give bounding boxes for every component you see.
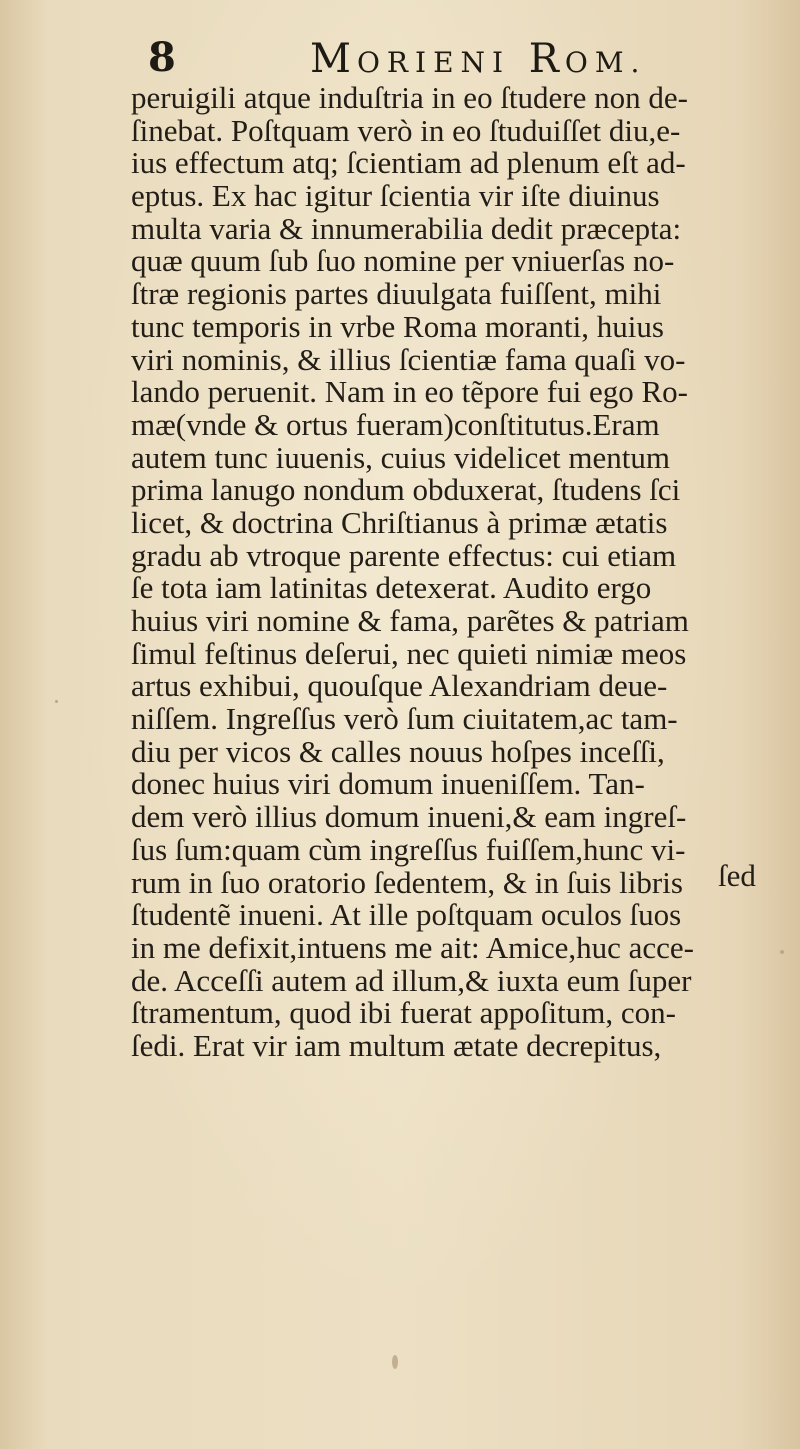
text-line: diu per vicos & calles nouus hoſpes inceſſi, [131, 733, 665, 769]
running-head-initial: M [310, 36, 357, 82]
text-line: in me defixit,intuens me ait: Amice,huc acce- [131, 929, 694, 965]
paper-stain [55, 700, 58, 703]
text-line: autem tunc iuuenis, cuius videlicet mentum [131, 439, 670, 475]
text-line: dem verò illius domum inueni,& eam ingreſ- [131, 799, 687, 835]
text-line: licet, & doctrina Chriſtianus à primæ ætatis [131, 504, 668, 540]
text-line: mæ(vnde & ortus fueram)conſtitutus.Eram [131, 406, 660, 442]
text-line: eptus. Ex hac igitur ſcientia vir iſte diuinus [131, 178, 660, 214]
text-line: de. Acceſſi autem ad illum,& iuxta eum ſuper [131, 962, 692, 998]
page-number: 8 [148, 34, 176, 81]
text-line: ſe tota iam latinitas detexerat. Audito ergo [131, 570, 652, 606]
text-line: artus exhibui, quouſque Alexandriam deue- [131, 668, 668, 704]
body-text [131, 82, 791, 1063]
text-line: gradu ab vtroque parente effectus: cui etiam [131, 537, 677, 573]
running-head-word: OM. [564, 46, 647, 79]
text-line: ſtudentẽ inueni. At ille poſtquam oculos ſuos [131, 897, 682, 933]
catchword: ſed [718, 858, 756, 893]
text-line: multa varia & innumerabilia dedit præcepta: [131, 210, 682, 246]
text-line: ſus ſum:quam cùm ingreſſus fuiſſem,hunc vi- [131, 831, 686, 867]
text-line: tunc temporis in vrbe Roma moranti, huius [131, 308, 664, 344]
text-line: peruigili atque induſtria in eo ſtudere non de- [131, 80, 688, 115]
text-line: rum in ſuo oratorio ſedentem, & in ſuis libris [131, 864, 683, 900]
text-line: ſtramentum, quod ibi fuerat appoſitum, con- [131, 995, 676, 1031]
text-line: ſtræ regionis partes diuulgata fuiſſent, mihi [131, 276, 662, 312]
running-head-word: ORIENI [356, 46, 511, 79]
text-line: niſſem. Ingreſſus verò ſum ciuitatem,ac tam- [131, 701, 678, 737]
paper-stain [392, 1355, 398, 1369]
text-line: prima lanugo nondum obduxerat, ſtudens ſci [131, 472, 681, 508]
text-line: huius viri nomine & fama, parẽtes & patriam [131, 603, 689, 638]
text-line: ſinebat. Poſtquam verò in eo ſtuduiſſet diu,e- [131, 112, 681, 148]
text-line: lando peruenit. Nam in eo tẽpore fui ego Ro- [131, 374, 688, 410]
text-line: ius effectum atq; ſcientiam ad plenum eſt ad- [131, 145, 686, 181]
running-head-initial: R [528, 36, 565, 82]
text-line: viri nominis, & illius ſcientiæ fama quaſi vo- [131, 341, 686, 377]
text-line: donec huius viri domum inueniſſem. Tan- [131, 766, 645, 802]
running-head [310, 36, 646, 82]
text-line: quæ quum ſub ſuo nomine per vniuerſas no- [131, 243, 675, 279]
text-line: ſedi. Erat vir iam multum ætate decrepitus, [131, 1027, 662, 1063]
text-line: ſimul feſtinus deſerui, nec quieti nimiæ meos [131, 635, 687, 671]
